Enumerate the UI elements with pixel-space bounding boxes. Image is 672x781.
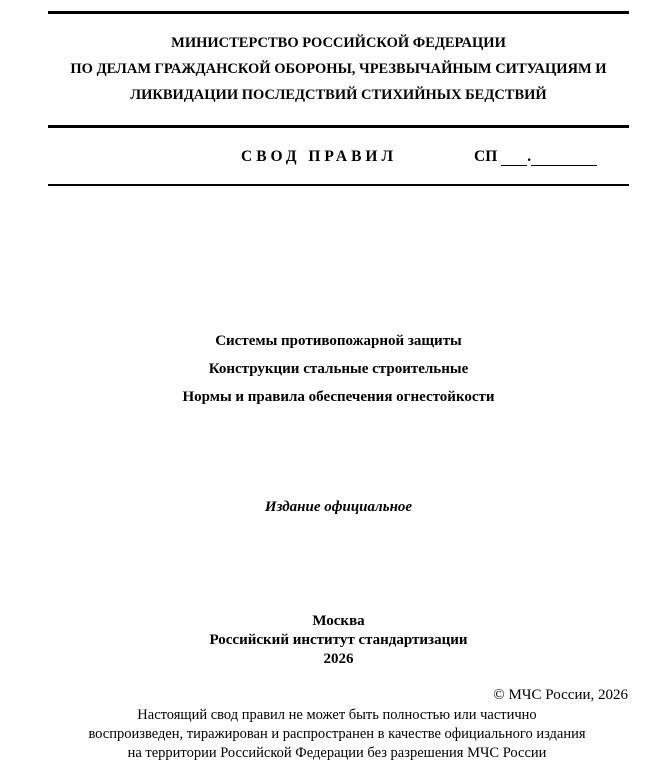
code-number-blank — [501, 149, 527, 166]
code-separator: . — [527, 148, 532, 165]
ministry-line: ПО ДЕЛАМ ГРАЖДАНСКОЙ ОБОРОНЫ, ЧРЕЗВЫЧАЙНЫМ СИТУАЦИЯМ И — [70, 61, 607, 77]
document-type-label: СВОД ПРАВИЛ — [241, 148, 398, 165]
notice-line: Настоящий свод правил не может быть полностью или частично — [137, 707, 537, 723]
notice-line: на территории Российской Федерации без разрешения МЧС России — [127, 745, 547, 761]
reproduction-notice — [30, 706, 644, 763]
publisher-year: 2026 — [323, 651, 354, 667]
ministry-line: ЛИКВИДАЦИИ ПОСЛЕДСТВИЙ СТИХИЙНЫХ БЕДСТВИЙ — [130, 87, 547, 103]
publisher-block — [48, 612, 629, 669]
document-code — [474, 148, 597, 166]
copyright-notice: © МЧС России, 2026 — [493, 687, 628, 703]
ministry-line: МИНИСТЕРСТВО РОССИЙСКОЙ ФЕДЕРАЦИИ — [171, 35, 506, 51]
code-year-blank — [531, 149, 597, 166]
publisher-city: Москва — [312, 613, 365, 629]
title-line: Нормы и правила обеспечения огнестойкости — [182, 389, 495, 405]
ministry-header — [48, 30, 629, 108]
middle-rule — [48, 125, 629, 128]
title-line: Конструкции стальные строительные — [208, 361, 469, 377]
top-rule — [48, 11, 629, 14]
title-line: Системы противопожарной защиты — [215, 333, 462, 349]
document-title — [48, 327, 629, 411]
publisher-institute: Российский институт стандартизации — [209, 632, 468, 648]
code-prefix: СП — [474, 148, 498, 165]
notice-line: воспроизведен, тиражирован и распространен в качестве официального издания — [88, 726, 586, 742]
lower-rule — [48, 184, 629, 186]
edition-label: Издание официальное — [264, 499, 413, 515]
